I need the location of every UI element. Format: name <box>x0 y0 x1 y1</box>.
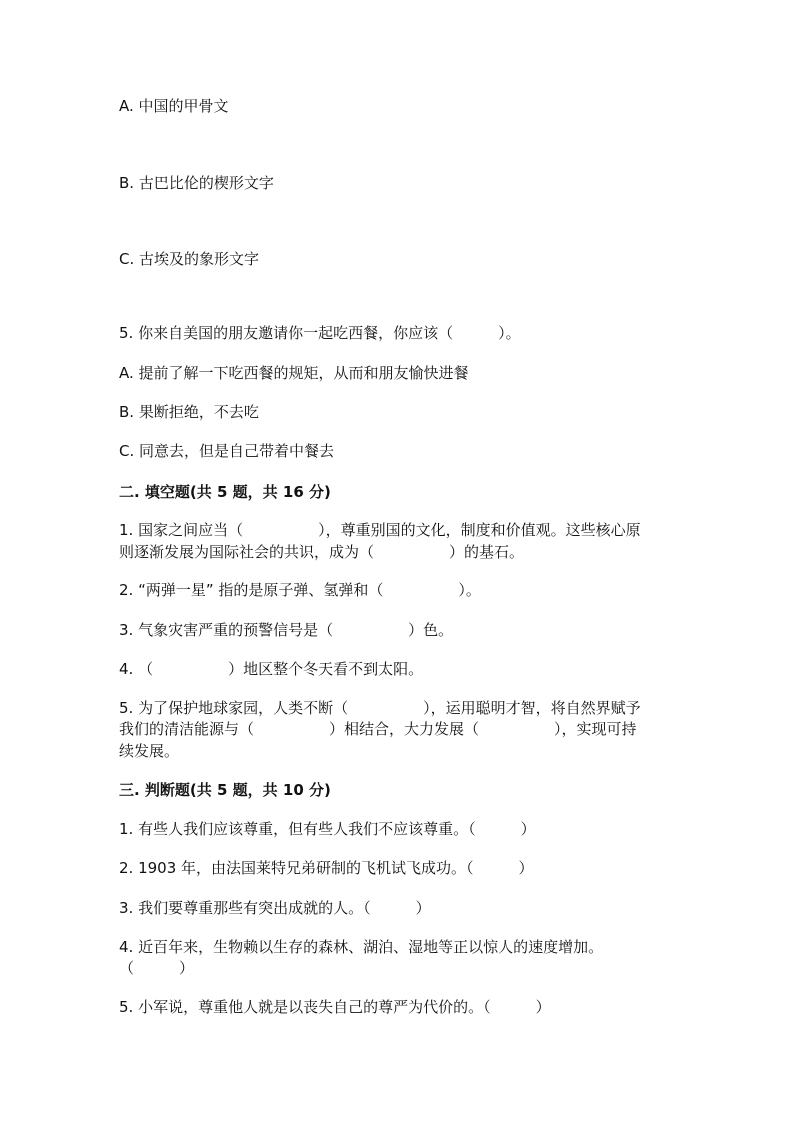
judge-q3: 3. 我们要尊重那些有突出成就的人。（ ） <box>119 899 431 917</box>
judge-q1: 1. 有些人我们应该尊重，但有些人我们不应该尊重。（ ） <box>119 820 536 838</box>
fill-q4: 4. （ ）地区整个冬天看不到太阳。 <box>119 660 424 678</box>
fill-q5-line1: 5. 为了保护地球家园，人类不断（ ），运用聪明才智，将自然界赋予 <box>119 699 641 717</box>
option-c-hieroglyphs: C. 古埃及的象形文字 <box>119 250 260 268</box>
q5-option-b: B. 果断拒绝，不去吃 <box>119 403 259 421</box>
judge-q4-line1: 4. 近百年来，生物赖以生存的森林、湖泊、湿地等正以惊人的速度增加。 <box>119 938 604 956</box>
option-a-oracle-bone: A. 中国的甲骨文 <box>119 97 229 115</box>
q5-stem: 5. 你来自美国的朋友邀请你一起吃西餐，你应该（ ）。 <box>119 324 521 342</box>
judge-q2: 2. 1903 年，由法国莱特兄弟研制的飞机试飞成功。（ ） <box>119 859 534 877</box>
fill-q5-line2: 我们的清洁能源与（ ）相结合，大力发展（ ），实现可持 <box>119 720 637 738</box>
fill-q1-line1: 1. 国家之间应当（ ），尊重别国的文化，制度和价值观。这些核心原 <box>119 521 641 539</box>
fill-q5-line3: 续发展。 <box>119 742 180 760</box>
fill-q3: 3. 气象灾害严重的预警信号是（ ）色。 <box>119 621 454 639</box>
q5-option-a: A. 提前了解一下吃西餐的规矩，从而和朋友愉快进餐 <box>119 364 469 382</box>
option-b-cuneiform: B. 古巴比伦的楔形文字 <box>119 174 274 192</box>
section-2-title: 二. 填空题(共 5 题，共 16 分) <box>119 483 331 501</box>
q5-option-c: C. 同意去，但是自己带着中餐去 <box>119 442 335 460</box>
fill-q2: 2. “两弹一星” 指的是原子弹、氢弹和（ ）。 <box>119 581 481 599</box>
judge-q4-line2: （ ） <box>119 959 195 977</box>
judge-q5: 5. 小军说，尊重他人就是以丧失自己的尊严为代价的。（ ） <box>119 998 551 1016</box>
section-3-title: 三. 判断题(共 5 题，共 10 分) <box>119 781 331 799</box>
fill-q1-line2: 则逐渐发展为国际社会的共识，成为（ ）的基石。 <box>119 543 525 561</box>
